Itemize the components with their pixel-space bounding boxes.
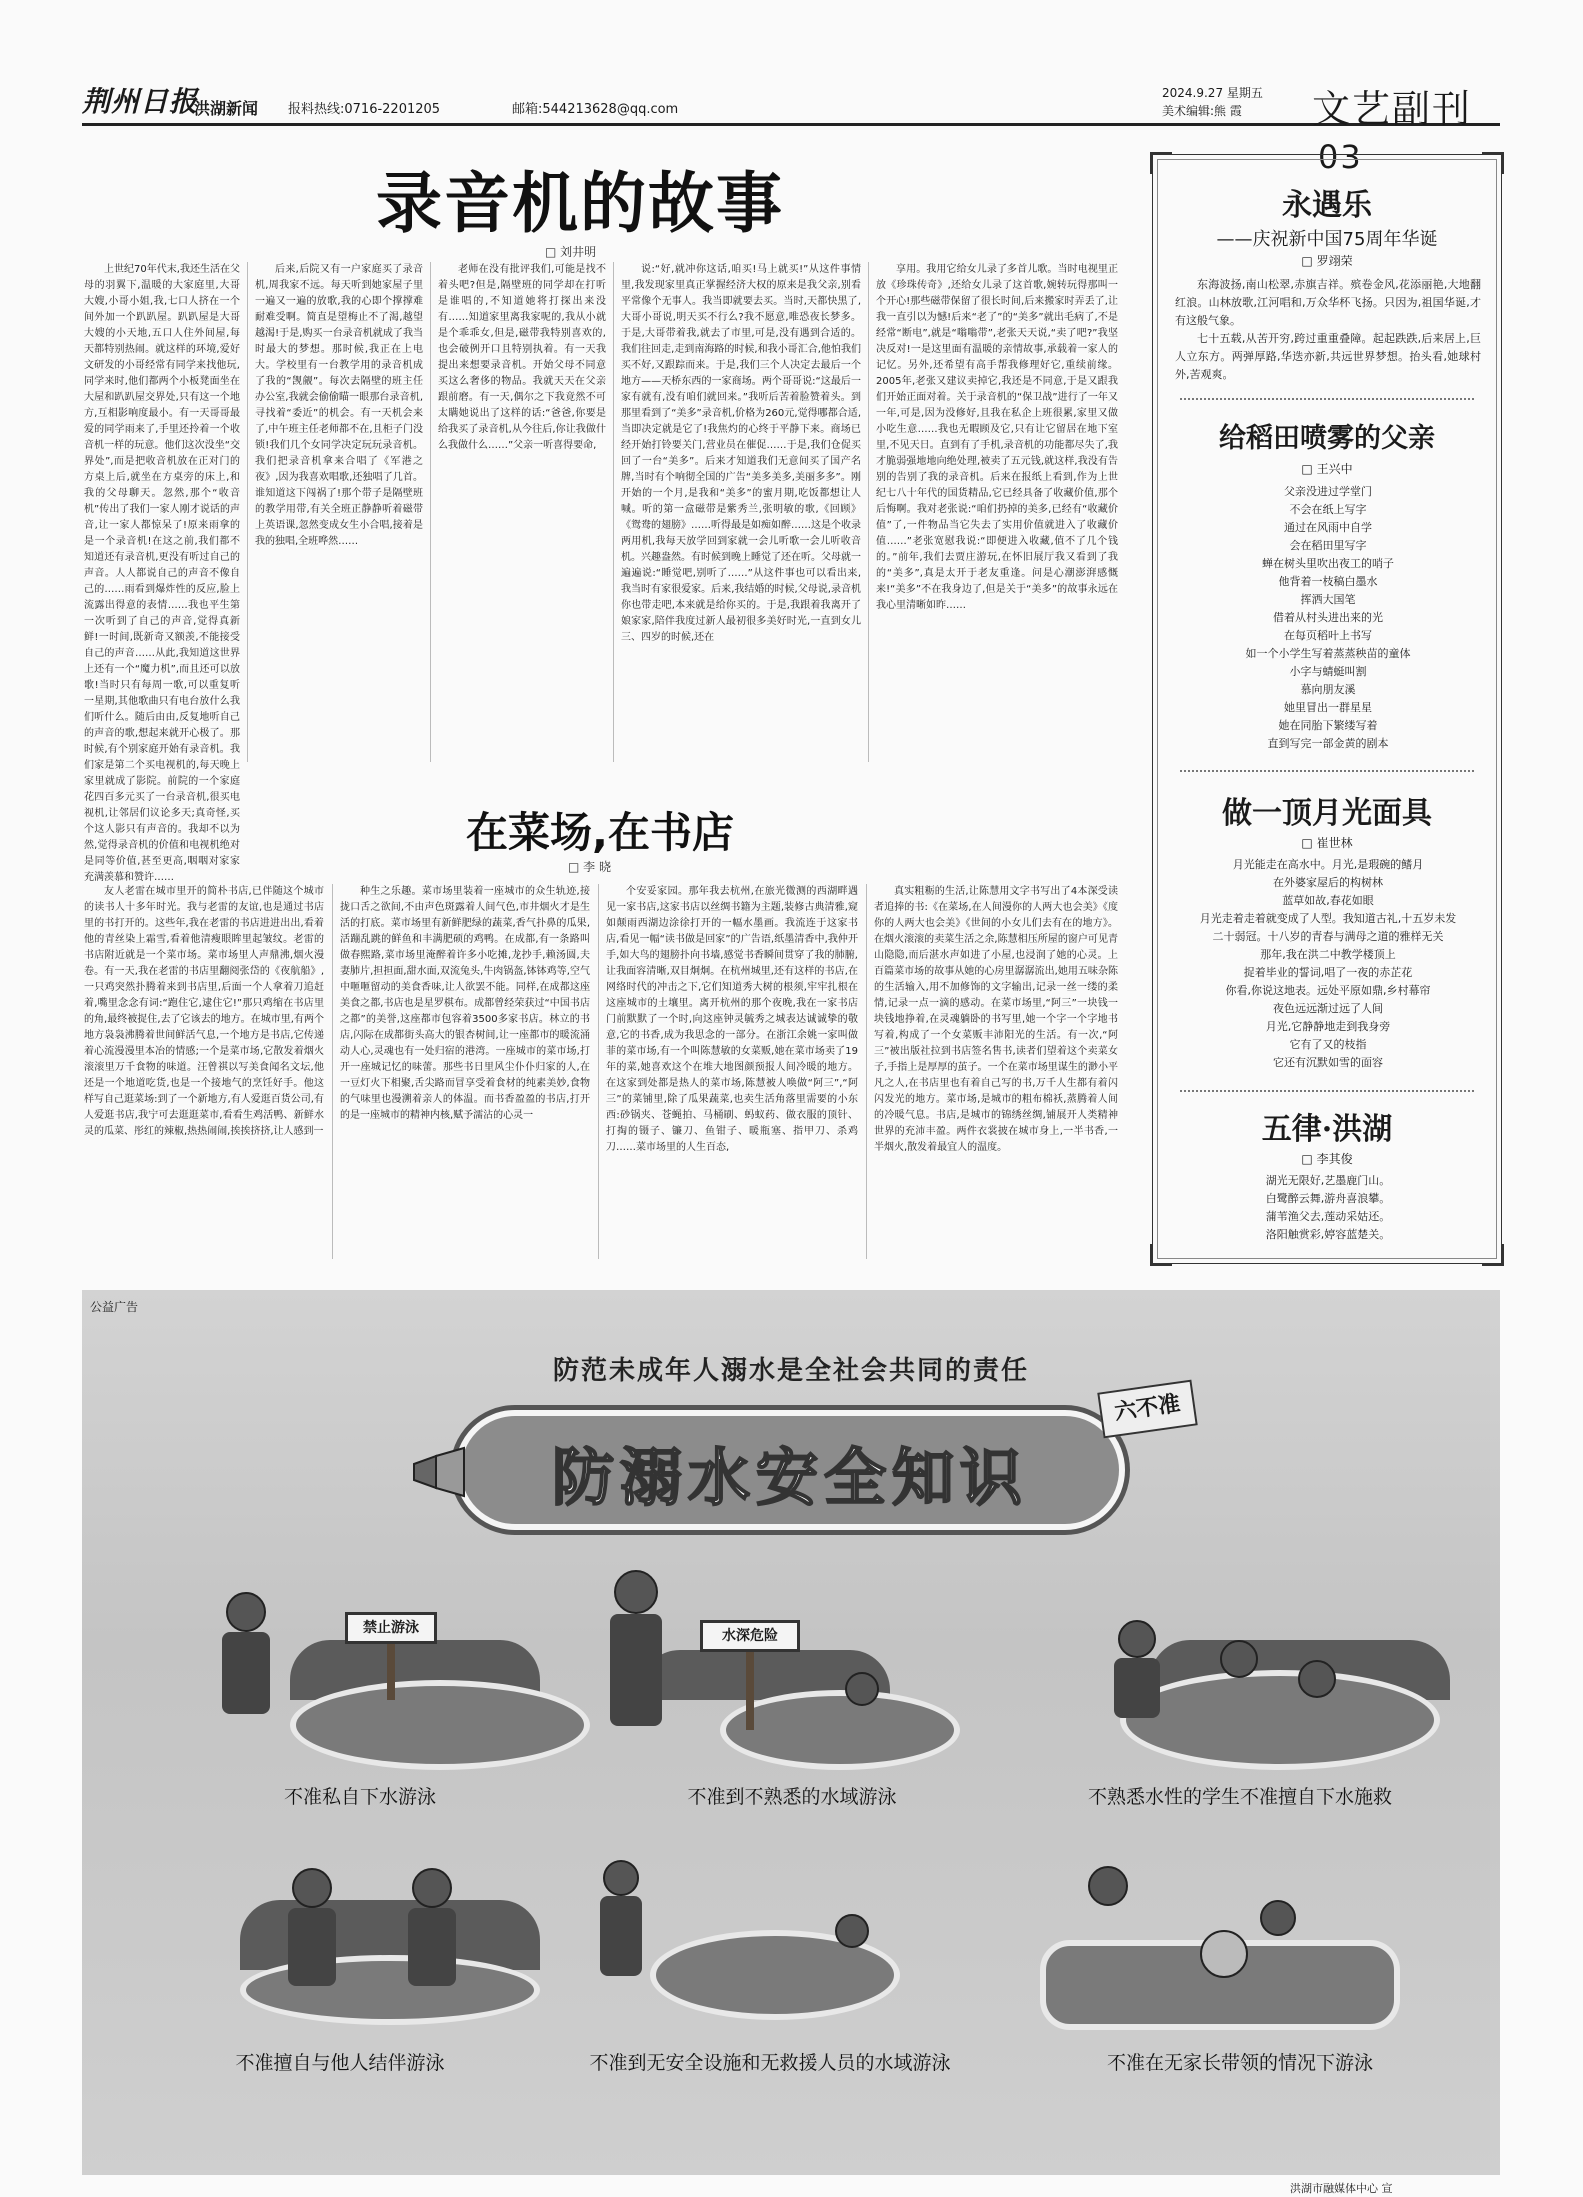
story2-col-4: 真实粗粝的生活,让陈慧用文字书写出了4本深受读者追捧的书:《在菜场,在人间漫你的人两大也会美》《度你的人两大也会美》《世间的小女儿们去有在的地方》。在烟火滚滚的卖菜生活之余,陈慧相压所屋的窗户可见青山隐隐,而后湛水声如进了小屋,也浸润了她的心灵。上百篇菜市场的故事从她的心房里潺潺流出,她用五味杂陈的生活输入,用不加修饰的文字输出,记录一丝一缕的柔情,记录一点一滴的感动。在菜市场里,“阿三”一块钱一块钱地挣着,在灵魂躺卧的书写里,她一个字一个字地书写着,构成了一个女菜贩丰沛阳光的生活。有一次,“阿三”被出版社拉到书店签名售书,读者们望着这个卖菜女子,手指上是厚厚的茧子。一个在菜市场里谋生的渺小平凡之人,在书店里也有着自己写的书,万千人生都有着闪闪发光的地方。菜市场,是城市的粗布棉袄,蒸腾着人间的冷暖气息。书店,是城市的锦绣丝绸,铺展开人类精神世界的充沛丰盈。两件衣裳披在城市身上,一半书香,一半烟火,散发着最宜人的温度。 [874,886,1118,1153]
story1-title: 录音机的故事 [376,165,784,242]
frame-corner [1150,152,1172,174]
story2-col-3: 个安妥家园。那年我去杭州,在旅光微测的西湖畔遇见一家书店,这家书店以丝绸书籍为主题,装修古典清雅,窥如颠雨西湖边涂徐打开的一幅水墨画。我流连于这家书店,看见一幅“读书做是回家”的广告语,纸墨清香中,我仲开手,如大鸟的翅膀扑向书墙,感觉书香瞬间贯穿了我的肺腑,让我面容清晰,双目炯炯。在杭州城里,还有这样的书店,在网络时代的冲击之下,它们知道秀大树的根须,牢牢扎根在这座城市的土壤里。离开杭州的那个夜晚,我在一家书店门前默默了一个时,向这座钟灵毓秀之城表达诚诚挚的敬意,它的书香,成为我思念的一部分。在浙江余姚一家叫做菲的菜市场,有一个叫陈慧敏的女菜贩,她在菜市场卖了19年的菜,她喜欢这个在堆大地图颜预报人间冷暖的地方。在这家到处都是热人的菜市场,陈慧被人唤做“阿三”,“阿三”的菜铺里,除了瓜果蔬菜,也卖生活角落里需要的小东西:砂锅夹、苍蝇拍、马桶刷、蚂蚁药、做衣服的顶针、打掏的镊子、镰刀、鱼钳子、暖瓶塞、指甲刀、杀鸡刀……菜市场里的人生百态, [606,886,858,1153]
child-head [412,1868,452,1908]
frame-corner [1150,1244,1172,1266]
poem3-title: 做一顶月光面具 [1222,796,1432,831]
divider [1180,398,1474,400]
page-number: 03 [1318,138,1363,176]
poem-line: 月光,它静静地走到我身旁 [1265,1020,1391,1033]
poem-line: 它还有沉默如雪的面容 [1273,1056,1383,1069]
six-rules-flag: 六不准 [1097,1380,1197,1439]
poem-line: 会在稻田里写字 [1289,539,1367,552]
sign-post [746,1650,754,1730]
column-rule [332,884,333,1259]
poem-line: 在每页稻叶上书写 [1284,629,1372,642]
child-figure [600,1896,642,1976]
story2-title: 在菜场,在书店 [466,808,734,857]
rule-3: 不熟悉水性的学生不准擅自下水施救 [1087,1786,1392,1808]
no-swimming-sign: 禁止游泳 [345,1612,437,1644]
child-figure [408,1908,456,1986]
poem1-author: □ 罗翊荣 [1301,254,1353,268]
ad-label: 公益广告 [90,1300,139,1314]
megaphone-icon [408,1448,472,1496]
column-rule [613,262,614,762]
pond [1120,1670,1440,1770]
poem4-body [1175,1172,1481,1248]
poem-line: 月光能走在高水中。月光,是瑕碗的鳍月 [1232,858,1424,871]
poem2-author: □ 王兴中 [1301,462,1353,476]
column-rule [598,884,599,1259]
issue-date: 2024.9.27 星期五 [1162,86,1263,100]
rule-1: 不准私自下水游泳 [283,1786,436,1808]
poem-line: 他背着一枝稿白墨水 [1278,575,1378,588]
date-block [1162,84,1263,120]
story1-col-3: 后来,后院又有一户家庭买了录音机,周我家不远。每天听到她家屋子里一遍又一遍的放歌,我的心即个撑撑难耐难受啊。简直是望梅止不了渴,越望越渴!于是,购买一台录音机就成了我当时最大的梦想。那时候,我正在上电大。学校里有一台教学用的录音机成了我的“觊觎”。每次去隔壁的班主任办公室,我就会偷偷瞄一眼那台录音机,寻找着“委近”的机会。有一天机会来了,中午班主任老师都不在,且柜子门没锁!我们几个女同学决定玩玩录音机。我们把录音机拿来合唱了《军港之夜》,因为我喜欢唱歌,还独唱了几首。谁知道这下闯祸了!那个带子是隔壁班的教学用带,有关全班正静静听着磁带上英语课,忽然变成女生小合唱,接着是我的独唱,全班哗然…… [255,264,423,547]
email: 邮箱:544213628@qq.com [512,102,679,117]
poem-line: 她在同胎下繁缕写着 [1278,719,1378,732]
column-rule [866,884,867,1259]
poem-line: 她里冒出一群星星 [1284,701,1372,714]
child-head [226,1592,266,1632]
poem4-author: □ 李其俊 [1301,1152,1353,1166]
poem-line: 湖光无限好,艺墨鹿门山。 [1265,1174,1391,1187]
poem3-author: □ 崔世林 [1301,836,1353,850]
poem1-body [1175,276,1481,384]
poem-line: 月光走着走着就变成了人型。我知道古礼,十五岁未发 [1199,912,1457,925]
rule-6: 不准在无家长带领的情况下游泳 [1106,2052,1373,2074]
adult-head [1088,1866,1128,1906]
newspaper-logo: 荆州日报 [82,85,199,118]
ad-credit: 洪湖市融媒体中心 宣 [1290,2182,1393,2195]
poem-line: 洛阳触赏彩,婷容蓝楚关。 [1265,1228,1391,1241]
child-head [1298,1660,1336,1698]
rule-5: 不准到无安全设施和无救援人员的水域游泳 [589,2052,951,2074]
hotline: 报料热线:0716-2201205 [288,102,441,117]
child-head [1118,1620,1156,1658]
poem-line: 二十弱冠。十八岁的青春与满母之道的雅样无关 [1212,930,1444,943]
poem-line: 你看,你说这地表。远处平原如鼎,乡村幕帘 [1225,984,1431,997]
poem-line: 借着从村头进出来的光 [1273,611,1383,624]
section-name: 文艺副刊 [1312,87,1473,131]
pond [240,1955,540,2025]
column-rule [247,262,248,762]
child-figure [288,1908,336,1986]
story1-col-1: 上世纪70年代末,我还生活在父母的羽翼下,温暖的大家庭里,大哥大嫂,小哥小姐,我,七口人挤在一个间外加一个趴趴屋。趴趴屋是大哥大嫂的小天地,五口人住外间屋,每天都特别热闹。就这样的环境,爱好文研发的小哥经常有同学来找他玩,同学来时,他们都两个小板凳面坐在大屋和趴趴屋交界处,只有这一个地方,互相影响度最小。有一天哥哥最爱的同学雨来了,手里还拎着一个收音机一样的玩意。他们这次没坐“交界处”,而是把收音机放在正对门的方桌上后,就坐在方桌旁的床上,和我的父母聊天。忽然,那个“收音机”传出了我们一家人刚才说话的声音,让一家人都惊呆了!原来雨拿的是一个录音机!在这之前,我们都不知道还有录音机,更没有听过自己的声音。人人都说自己的声音不像自己的……雨看到爆炸性的反应,脸上流露出得意的表情……我也平生第一次听到了自己的声音,觉得真新鲜!一时间,既新奇又额羡,不能接受自己的声音……从此,我知道这世界上还有一个“魔力机”,而且还可以放歌!当时只有每周一歌,可以重复听一星期,其他歌曲只有电台放什么我们听什么。随后由由,反复地听自己的声音的歌,想起来就开心极了。那时候,有个别家庭开始有录音机。我们家是第二个买电视机的,每天晚上家里就成了影院。前院的一个家庭花四百多元买了一台录音机,很买电视机,让邻居们议论多天;真奇怪,买个这人影只有声音的。我却不以为然,觉得录音机的价值和电视机绝对是同等价值,甚至更高,咽咽对家家充满羡慕和赞许…… [84,264,240,883]
deep-water-sign: 水深危险 [700,1620,800,1652]
poem2-body [1175,483,1481,758]
poem1-stanza: 东海波扬,南山松翠,赤旗吉祥。殡卷金风,花添丽艳,大地翻红浪。山林放歌,江河唱和,万众华杯飞扬。只因为,祖国华诞,才有这般气象。 [1175,278,1481,327]
poem-line: 白鹭醉云舞,游舟喜浪攀。 [1265,1192,1391,1205]
poem1-subtitle: ——庆祝新中国75周年华诞 [1216,229,1438,250]
ball [1200,1930,1248,1978]
poem-line: 那年,我在洪二中教学楼顶上 [1260,948,1396,961]
ad-slogan: 防范未成年人溺水是全社会共同的责任 [552,1356,1029,1386]
masthead [82,78,1500,176]
poem-line: 蒲苇渔父去,莲动采姑还。 [1265,1210,1391,1223]
child-figure [1114,1658,1160,1718]
column-rule [868,262,869,762]
poem-line: 如一个小学生写着蒸蒸秧苗的童体 [1245,647,1411,660]
divider [1180,1090,1474,1092]
story2-col-2: 种生之乐趣。菜市场里装着一座城市的众生轨迹,接拢口舌之欲间,不由声色斑露着人间气色,市井烟火才是生活的打底。菜市场里有新鲜肥绿的蔬菜,香气扑鼻的瓜果,活蹦乱跳的鲜鱼和丰满肥硕的鸡鸭。在成都,有一条路叫做春熙路,菜市场里淹醉着许多小吃摊,龙抄手,赖汤圆,夫妻肺片,担担面,甜水面,双流兔头,牛肉锅盔,钵钵鸡等,空气中咂咂留动的美食香味,让人欲罢不能。同样,在成都这座美食之都,书店也是星罗棋布。成都曾经荣获过“中国书店之都”的美誉,这座都市包容着3500多家书店。林立的书店,闪际在成都街头高大的银杏树间,让一座都市的暖流涌动人心,灵魂也有一处归宿的港湾。一座城市的菜市场,打开一座城记忆的味蕾。那些书日里风尘仆仆归家的人,在一豆灯火下相聚,舌尖路而冒享受着食材的纯素美妙,食物的气味里也漫溯着亲人的体温。而书香盈盈的书店,打开的是一座城市的精神内核,赋予濡沾的心灵一 [340,886,590,1121]
edition-name: 洪湖新闻 [194,99,259,118]
story1-col-6: 享用。我用它给女儿录了多首儿歌。当时电视里正放《珍珠传奇》,还给女儿录了这首歌,婉转玩得那叫一个开心!那些磁带保留了很长时间,后来搬家时弄丢了,让我一直引以为憾!后来“老了”的“美多”就出毛病了,不是经常“断电”,就是“嗡嗡带”,老张天天说,“卖了吧?”我坚决反对!一是这里面有温暖的亲情故事,承载着一家人的记忆。另外,还希望有高手帮我修理好它,重续前缘。2005年,老张又建议卖掉它,我还是不同意,于是又跟我们开始正面对着。关于录音机的“保卫战”进行了一年又一年,可是,因为没修好,且我在私企上班很累,家里又做小吃生意……我也无暇顾及它,只有让它留居在地下室里,不见天日。直到有了手机,录音机的功能都尽失了,我才脆弱强地地向绝处理,被卖了五元钱,就这样,我没有告别的告别了我的录音机。后来在报纸上看到,作为上世纪七八十年代的国货精品,它已经具备了收藏价值,那个后悔啊。我对老张说:“咱们扔掉的美多,已经有“收藏价值”了,一件物品当它失去了实用价值就进入了收藏价值……”老张宽慰我说:“即便进入收藏,值不了几个钱的。”前年,我们去贾庄游玩,在怀旧展厅我又看到了我的“美多”,真是太开于老友重逢。问是心潮澎湃感慨来!“美多”不在我身边了,但是关于“美多”的故事永远在我心里清晰如昨…… [876,264,1118,611]
poem3-body [1170,856,1486,1078]
poem-line: 父亲没进过学堂门 [1284,485,1372,498]
poem-line: 直到写完一部金黄的剧本 [1267,737,1389,750]
column-rule [430,262,431,762]
sign-post [387,1640,395,1700]
poem1-stanza: 七十五载,从苦开穷,跨过重重叠障。起起跌跌,后来居上,巨人立东方。两弹厚路,华迭亦新,共远世界梦想。抬头看,她球村外,苦观爽。 [1175,332,1481,381]
adult-head [614,1570,658,1614]
poem-line: 它有了又的枝指 [1289,1038,1367,1051]
poem-line: 捉着毕业的誓词,唱了一夜的赤芷花 [1243,966,1413,979]
poem-line: 挥洒大国笔 [1300,593,1356,606]
poem-line: 蝉在树头里吹出夜工的哨子 [1262,557,1394,570]
rule-2: 不准到不熟悉的水域游泳 [687,1786,897,1808]
poem-line: 不会在纸上写字 [1289,503,1367,516]
art-editor: 美术编辑:熊 霞 [1162,104,1242,118]
story1-byline: □ 刘井明 [545,245,597,259]
child-head [292,1868,332,1908]
story1-col-5: 说:“好,就冲你这话,咱买!马上就买!”从这件事情里,我发现家里真正掌握经济大权的原来是我父亲,别看平常像个无事人。我当即就要去买。当时,天都快黑了,大哥小哥说,明天买不行么?我不愿意,唯恐夜长梦多。于是,大哥带着我,就去了市里,可是,没有遇到合适的。我们往回走,走到南海路的时候,和我小哥汇合,他怕我们买不好,又跟踪而来。于是,我们三个人决定去最后一个地方——天桥东西的一家商场。两个哥哥说:“这最后一家有就有,没有咱们就回来。”我听后苦着脸赞着头。到那里看到了“美多”录音机,价格为260元,觉得哪都合适,当即决定就是它了!我焦灼的心终于平静下来。商场已经开始打铃要关门,营业员在催促……于是,我们仓促买回了一台“美多”。后来才知道我们无意间买了国产名牌,当时有个响彻全国的广告“美多美多,美丽多多”。刚开始的一个月,是我和“美多”的蜜月期,吃饭都想让人喊。听的第一盒磁带是紫秀兰,张明敏的歌,《回顾》《鸳鸯的翅膀》……听得最是如痴如醉……这是个收录两用机,我每天放学回到家就一会儿听歌一会儿听收音机。兴趣盎然。有时候到晚上睡觉了还在听。父母就一遍遍说:“睡觉吧,别听了……”从这件事也可以看出来,我当时有家很爱家。后来,我结婚的时候,父母说,录音机你也带走吧,本来就是给你买的。于是,我跟着我离开了娘家家,陪伴我度过新人最初很多美好时光,一直到女儿三、四岁的时候,还在 [621,264,861,643]
child-head [845,1672,879,1706]
child-head [1260,1900,1296,1936]
poem2-title: 给稻田喷雾的父亲 [1219,423,1435,454]
poem-line: 蓝草如故,春花如眼 [1282,894,1374,907]
poem-line: 慕向朋友溪 [1300,683,1356,696]
poem1-title: 永遇乐 [1282,188,1372,223]
poem-line: 夜色远远渐过远了人间 [1273,1002,1383,1015]
pond [720,1690,960,1770]
frame-corner [1482,152,1504,174]
story1-col-4: 老师在没有批评我们,可能是找不着头吧?但是,隔壁班的同学却在打听是谁唱的,不知道她将打探出来没有……知道家里离我家呢的,我从小就是个乖乖女,但是,磁带我特别喜欢的,也会破例开口且特别执着。有一天我提出来想要录音机。开始父母不同意买这么奢侈的物品。我就天天在父亲跟前磨。有一天,偶尔之下我竟然不可太瞒她说出了这样的话:“爸爸,你要是给我买了录音机,从今往后,你让我做什么我做什么……”父亲一听喜得要命, [438,264,606,451]
poem4-title: 五律·洪湖 [1261,1112,1393,1147]
story2-col-1: 友人老雷在城市里开的简朴书店,已伴随这个城市的读书人十多年时光。我与老雷的友谊,也是通过书店里的书打开的。这些年,我在老雷的书店进进出出,看着他的青丝染上霜雪,看着他清瘦眼眸里起皱纹。老雷的书店附近就是一个菜市场。菜市场里人声鼎沸,烟火漫卷。有一天,我在老雷的书店里翻阅张岱的《夜航船》,一只鸡突然扑腾着来到书店里,后面一个人拿着刀追赶着,嘴里念念有词:“跑住它,逮住它!”那只鸡缩在书店里的角,最终被捉住,去了它该去的地方。在城市里,有两个地方袅袅沸腾着世间鲜活气息,一个地方是书店,它传递着心流漫漫里本冶的情感;一个是菜市场,它散发着烟火滚滚里万千食物的味道。汪曾祺以写美食闻名文坛,他还是一个地道吃货,也是一个接地气的烹饪好手。他这样写自己逛菜场:到了一个新地方,有人爱逛百货公司,有人爱逛书店,我宁可去逛逛菜市,看看生鸡活鸭、新鲜水灵的瓜菜、彤红的辣椒,热热闹闹,挨挨挤挤,让人感到一 [84,886,324,1137]
poem-line: 在外婆家屋后的构树林 [1273,876,1383,889]
poem-line: 小字与蜻蜓叫割 [1289,665,1367,678]
divider [1180,770,1474,772]
story2-byline: □ 李 晓 [568,860,611,874]
poem-line: 通过在风雨中自学 [1284,521,1372,534]
ad-banner-text: 防溺水安全知识 [551,1441,1028,1514]
child-head [603,1860,639,1896]
rule-4: 不准擅自与他人结伴游泳 [235,2052,445,2074]
child-figure [222,1632,270,1714]
child-head [1220,1640,1258,1678]
pond [290,1680,590,1770]
adult-figure [610,1614,662,1726]
frame-corner [1482,1244,1504,1266]
child-head [835,1914,869,1948]
